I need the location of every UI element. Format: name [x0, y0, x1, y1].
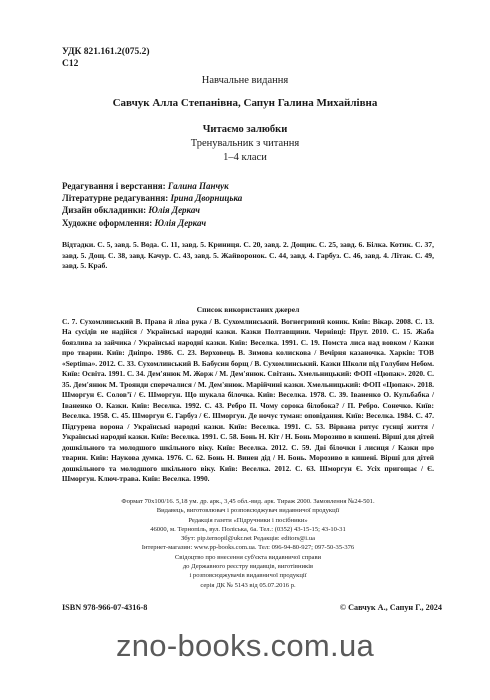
credit-value: Ірина Дворницька — [170, 193, 243, 204]
sources-list — [62, 305, 434, 485]
credit-line — [62, 217, 242, 229]
credit-label: Літературне редагування: — [62, 193, 169, 204]
illustrations-credits: Відтадки. С. 5, завд. 5. Вода. С. 11, завд. 5. Криниця. С. 20, завд. 2. Дощик. С. 25, завд. 6. Білка. Котик. С. 37, завд. 5. Дощ. С. 38, завд. Качур. С. 43, завд. 5. Жайворонок. С. 44, завд. 4. Гарбуз. С. 46, завд. 4. Літак. С. 49, завд. 5. Краб. — [62, 240, 434, 271]
sources-text: С. 7. Сухомлинський В. Права й ліва рука / В. Сухомлинський. Вогнегривий коник. Київ: Вікар. 2008. С. 13. На сусідів не надійся / Українські народні казки. Казки Полтавщини. Чернівці: Прут. 2010. С. 15. Жаба боязлива за зайчика / Українські народні казки. Київ: Веселка. 1991. С. 19. Помста лиса над вовком / Казки про тварин. Київ: Дніпро. 1986. С. 23. Верховець В. Зимова колискова / Вечірня казаночка. Харків: ТОВ «Septima». 2012. С. 33. Сухомлинський В. Бабусин борщ / В. Сухомлинський. Казки Школи під Голубим Небом. Київ: Освіта. 1991. С. 34. Дем'янюк М. Жорж / М. Дем'янюк. Світань. Хмельницький: ФОП «Цюпак». 2020. С. 35. Дем'янюк М. Троянди сперечалися / М. Дем'янюк. Марійчині казки. Хмельницький: ФОП «Цюпак». 2018. Шморгун Є. Соловʼї / Є. Шморгун. Що шукала білочка. Київ: Веселка. 1978. С. 39. Іваненко О. Кульбабка / Іваненко О. Казки. Київ: Веселка. 1992. С. 43. Ребро П. Чому сорока білобока? / П. Ребро. Сонечко. Київ: Веселка. 1958. С. 45. Шморгун Є. Гарбуз / Є. Шморгун. Де ночує туман: оповідання. Київ: Веселка. 1984. С. 47. Підгурена ворона / Українські народні казки. Київ: Веселка. 1991. С. 53. Вірвана ритує гуснці життя / Українські народні казки. Київ: Веселка. 1991. С. 58. Бонь Н. Кіт / Н. Бонь Морозиво в кишені. Вірші для дітей дошкільного та молодшого шкільного віку. Київ: Веселка. 2012. С. 59. Дві білочки і лисиця / Казки про тварин. Київ: Наукова думка. 1976. С. 62. Бонь Н. Винен дід / Н. Бонь. Морозиво в кишені. Вірші для дітей дошкільного та молодшого шкільного віку. Київ: Веселка. 2012. С. 63. Шморгун Є. Усіх пригощає / Є. Шморгун. Ключ-трава. Київ: Веселка. 1990. — [62, 316, 434, 483]
credit-value: Юлія Деркач — [148, 205, 201, 216]
credits-block — [62, 180, 242, 229]
sources-heading: Список використаних джерел — [196, 305, 300, 314]
watermark: zno-books.com.ua — [115, 628, 375, 663]
isbn-row — [62, 603, 442, 612]
udk-code: УДК 821.161.2(075.2) — [62, 47, 150, 57]
imprint-publisher-name: Редакція газети «Підручники і посібники» — [188, 516, 308, 524]
edition-type: Навчальне видання — [201, 75, 289, 86]
credit-line — [62, 180, 242, 192]
credit-value: Галина Панчук — [167, 181, 229, 191]
bbk-code: С12 — [62, 59, 79, 69]
imprint-shop: Інтернет-магазин: www.pp-books.com.ua. Тел: 096-94-80-927; 097-50-35-376 — [141, 544, 355, 552]
imprint-format: Формат 70х100/16. 5,18 ум. др. арк., 3,45 обл.-вид. арк. Тираж 2000. Замовлення №24-501. — [121, 498, 375, 505]
grade-range: 1–4 класи — [223, 152, 267, 163]
book-subtitle: Тренувальник з читання — [190, 138, 300, 149]
udk-block — [62, 46, 150, 70]
imprint-certificate: до Державного реєстру видавців, виготівників — [182, 563, 314, 571]
imprint-block — [62, 497, 434, 590]
imprint-publisher-role: Видавець, виготовлювач і розповсюджувач видавничої продукції — [156, 507, 340, 515]
imprint-certificate: Свідоцтво про внесення суб'єкта видавничої справи — [174, 553, 322, 561]
imprint-address: 46000, м. Тернопіль, вул. Поліська, 6а. Тел.: (0352) 43-15-15; 43-10-31 — [150, 525, 346, 533]
imprint-certificate-number: серія ДК № 5143 від 05.07.2016 р. — [200, 581, 296, 589]
credit-value: Юлія Деркач — [154, 217, 207, 228]
credit-line — [62, 192, 242, 204]
authors: Савчук Алла Степанівна, Сапун Галина Михайлівна — [112, 97, 378, 109]
copyright: © Савчук А., Сапун Г., 2024 — [339, 603, 442, 612]
book-title: Читаємо залюбки — [202, 124, 288, 135]
imprint-emails: Збут: pip.ternopil@ukr.net Редакція: editors@i.ua — [181, 535, 315, 543]
credit-label: Художнє оформлення: — [62, 217, 153, 228]
credit-label: Дизайн обкладинки: — [62, 205, 147, 216]
credit-line — [62, 204, 242, 216]
credit-label: Редагування і верстання: — [62, 181, 166, 191]
isbn: ISBN 978-966-07-4316-8 — [62, 603, 148, 612]
imprint-certificate: і розповсюджувачів видавничої продукції — [189, 572, 307, 580]
